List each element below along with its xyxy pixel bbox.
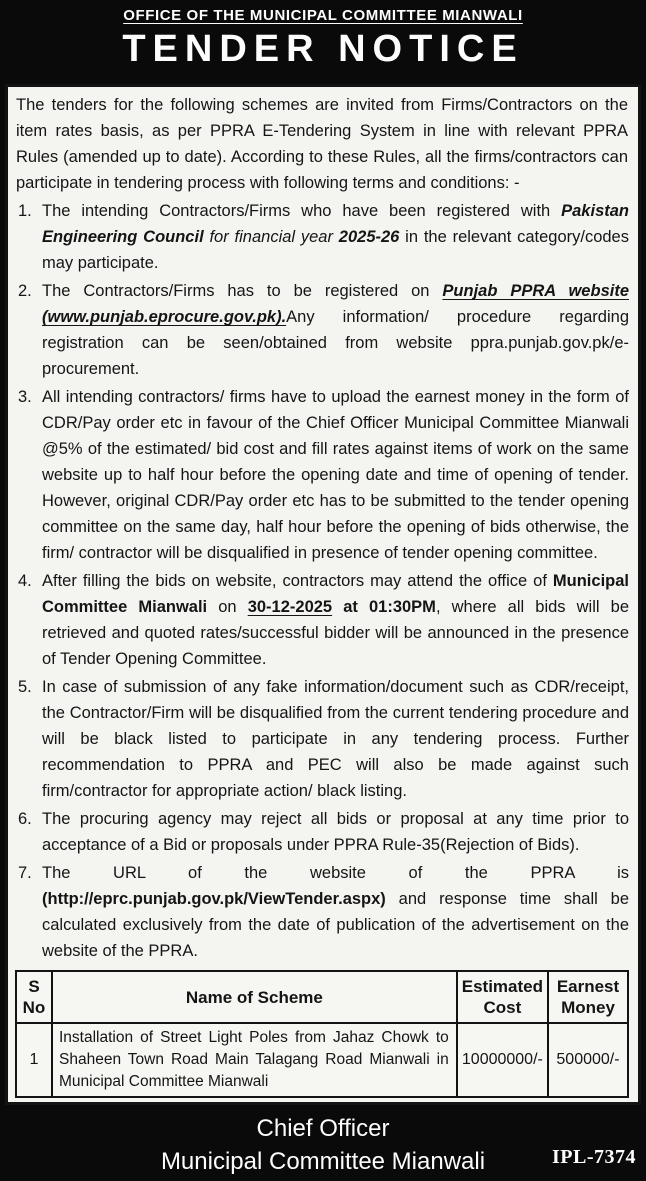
page-title: TENDER NOTICE <box>122 28 524 70</box>
opening-date-text: 30-12-2025 <box>247 598 333 616</box>
text-segment: for financial year <box>203 228 339 246</box>
term-item-6 <box>15 806 629 858</box>
term-number: 4. <box>18 572 32 590</box>
term-item-3 <box>15 384 629 566</box>
cell-sno: 1 <box>16 1023 52 1097</box>
terms-list <box>15 198 629 964</box>
opening-time-text: at 01:30PM <box>332 598 436 616</box>
cell-estimated-cost: 10000000/- <box>457 1023 548 1097</box>
text-segment-pec: Pakistan Engineering Council <box>42 202 629 246</box>
header-sno: S No <box>16 971 52 1023</box>
text-segment-office: Municipal Committee Mianwali <box>42 572 629 616</box>
text-segment: All intending contractors/ firms have to upload the earnest money in the form of CDR/Pay order etc in favour of the Chief Officer Municipal Committee Mianwali @5% of the estimated/ bid cost and fill rates against items of work on the same website up to half hour before the opening date and time of opening of tender. However, original CDR/Pay order etc has to be submitted to the tender opening committee on the same day, half hour before the opening of bids otherwise, the firm/ contractor will be disqualified in presence of tender opening committee. <box>42 388 629 562</box>
term-item-1 <box>15 198 629 276</box>
term-item-5 <box>15 674 629 804</box>
term-text <box>42 384 629 566</box>
term-text <box>42 568 629 672</box>
text-segment: Any information/ procedure regarding registration can be seen/obtained from website ppra.punjab.gov.pk/e-procurement. <box>42 308 629 378</box>
text-segment-year: 2025-26 <box>338 228 400 246</box>
term-text <box>42 806 629 858</box>
text-segment: The procuring agency may reject all bids or proposal at any time prior to acceptance of a Bid or proposals under PPRA Rule-35(Rejection of Bids). <box>42 810 629 854</box>
term-item-7 <box>15 860 629 964</box>
table-row <box>16 1023 628 1097</box>
term-item-2 <box>15 278 629 382</box>
intro-paragraph: The tenders for the following schemes are invited from Firms/Contractors on the item rates basis, as per PPRA E-Tendering System in line with relevant PPRA Rules (amended up to date). According to these Rules, all the firms/contractors can participate in tendering process with following terms and conditions: - <box>16 96 628 192</box>
signatory-title: Chief Officer <box>256 1115 390 1142</box>
signatory-org: Municipal Committee Mianwali <box>160 1148 486 1175</box>
term-number: 3. <box>18 388 32 406</box>
header-estimated-cost: Estimated Cost <box>457 971 548 1023</box>
header-earnest-money: Earnest Money <box>548 971 628 1023</box>
term-text <box>42 278 629 382</box>
cell-earnest-money: 500000/- <box>548 1023 628 1097</box>
header-scheme-name: Name of Scheme <box>52 971 457 1023</box>
cell-scheme-name: Installation of Street Light Poles from Jahaz Chowk to Shaheen Town Road Main Talagang Road Mianwali in Municipal Committee Mianwali <box>52 1023 457 1097</box>
term-text <box>42 198 629 276</box>
term-number: 2. <box>18 282 32 300</box>
term-number: 5. <box>18 678 32 696</box>
text-segment: In case of submission of any fake information/document such as CDR/receipt, the Contractor/Firm will be disqualified from the current tendering procedure and will be black listed to participate in any tendering process. Further recommendation to PPRA and PEC will also be made against such firm/contractor for appropriate action/ black listing. <box>42 678 629 800</box>
schemes-table <box>15 970 629 1098</box>
text-segment: After filling the bids on website, contractors may attend the office of <box>42 572 553 590</box>
ppra-url-text: (http://eprc.punjab.gov.pk/ViewTender.aspx) <box>42 890 386 908</box>
term-number: 6. <box>18 810 32 828</box>
term-number: 1. <box>18 202 32 220</box>
term-text <box>42 674 629 804</box>
table-header-row <box>16 971 628 1023</box>
text-segment: The intending Contractors/Firms who have been registered with <box>42 202 562 220</box>
office-title: OFFICE OF THE MUNICIPAL COMMITTEE MIANWALI <box>123 7 523 24</box>
text-segment: on <box>207 598 248 616</box>
notice-body <box>5 84 641 1105</box>
text-segment: The URL of the website of the PPRA is <box>42 864 629 882</box>
term-number: 7. <box>18 864 32 882</box>
notice-footer <box>0 1105 646 1181</box>
text-segment: The Contractors/Firms has to be registered on <box>42 282 443 300</box>
text-segment: , where all bids will be retrieved and quoted rates/successful bidder will be announced in the presence of Tender Opening Committee. <box>42 598 629 668</box>
term-item-4 <box>15 568 629 672</box>
notice-header <box>0 0 646 84</box>
term-text <box>42 860 629 964</box>
text-segment: in the relevant category/codes may participate. <box>42 228 629 272</box>
text-segment: and response time shall be calculated exclusively from the date of publication of the advertisement on the website of the PPRA. <box>42 890 629 960</box>
ppra-website-link-text: Punjab PPRA website (www.punjab.eprocure.gov.pk). <box>42 282 629 326</box>
ad-reference: IPL-7374 <box>552 1146 636 1168</box>
